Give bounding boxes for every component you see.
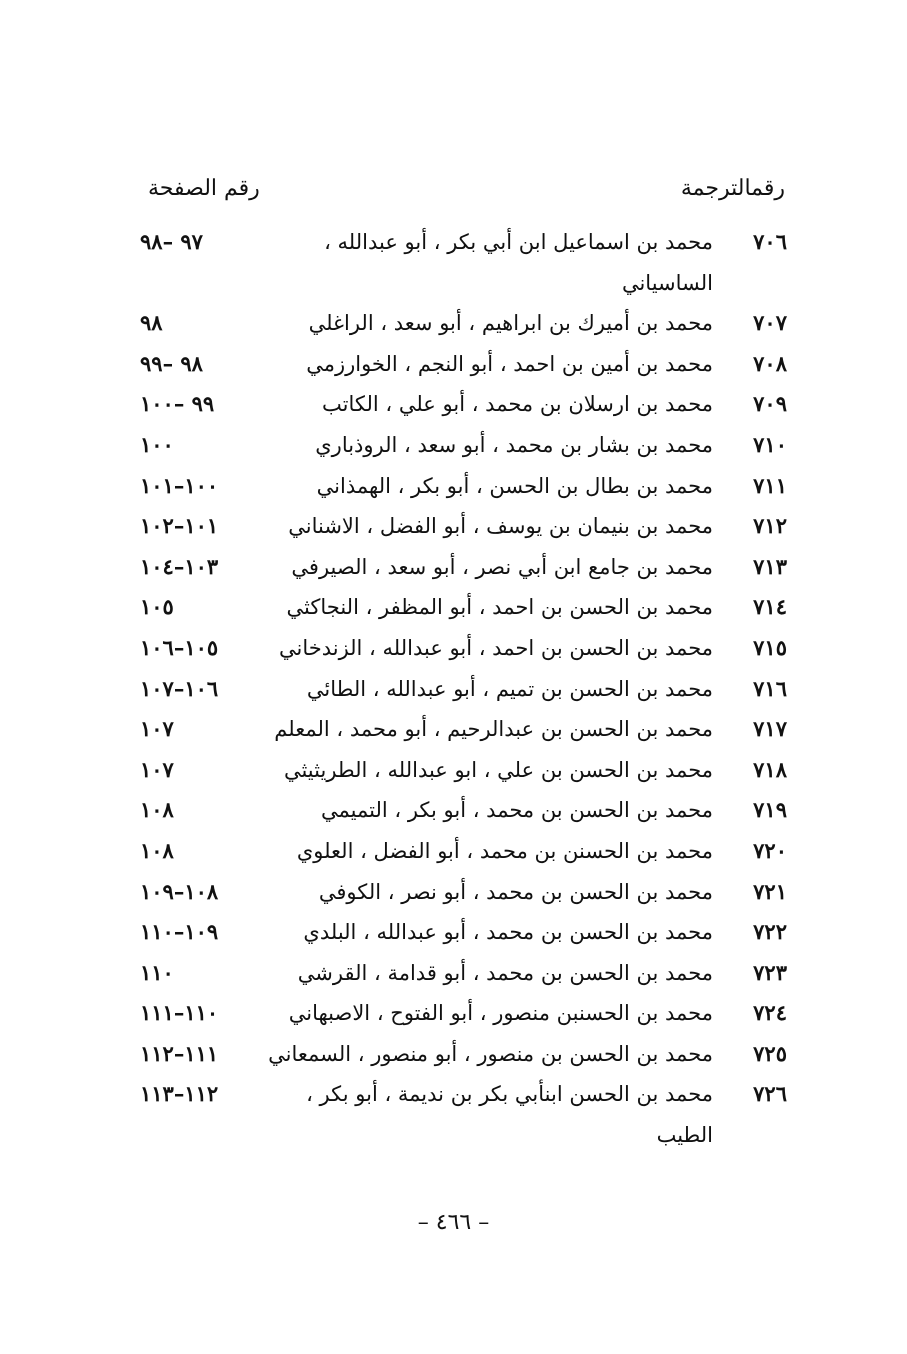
entry-page-range: ١٠١–١٠٢ [140,513,219,539]
entry-number: ٧١٩ [753,797,787,823]
entry-page-range: ١١٠–١١١ [140,1000,219,1026]
entry-number: ٧٢٢ [753,919,787,945]
entry-page-range: ١٠٥ [140,594,174,620]
entry-page-range: ١١١–١١٢ [140,1040,219,1066]
entry-number: ٧٢٣ [753,959,787,985]
entry-number: ٧١٧ [753,716,787,742]
entry-name: محمد بن بنيمان بن يوسف ، أبو الفضل ، الاشناني [288,514,713,539]
entry-name: محمد بن الحسن بن عبدالرحيم ، أبو محمد ، المعلم [274,717,713,742]
entry-row [140,547,787,588]
entry-row [140,831,787,872]
entry-row [140,222,787,263]
entry-name: محمد بن الحسن بن احمد ، أبو المظفر ، النجاكثي [286,595,713,620]
entry-number: ٧١٥ [753,634,787,660]
entry-row [140,384,787,425]
entry-page-range: ٩٨ [140,310,163,336]
entry-page-range: ١١٠ [140,959,174,985]
entry-row [140,1034,787,1075]
entry-name: محمد بن جامع ابن أبي نصر ، أبو سعد ، الصيرفي [291,554,713,579]
entry-name: محمد بن الحسن بن محمد ، أبو نصر ، الكوفي [318,879,713,904]
column-header [148,168,785,208]
entry-name: محمد بن الحسن بن محمد ، أبو بكر ، التميمي [321,798,713,823]
entry-row [140,628,787,669]
entry-name: محمد بن الحسنن بن محمد ، أبو الفضل ، العلوي [296,838,713,863]
entry-row [140,709,787,750]
entry-number: ٧٢٤ [753,1000,787,1026]
entry-page-range: ٩٨ –٩٩ [140,350,203,376]
entry-row [140,912,787,953]
entry-page-range: ١٠٠–١٠١ [140,472,219,498]
entry-number: ٧١١ [753,472,787,498]
entry-number: ٧٠٦ [753,229,787,254]
entry-page-range: ١٠٣–١٠٤ [140,553,219,579]
entry-name: محمد بن بشار بن محمد ، أبو سعد ، الروذباري [315,432,713,457]
entry-page-range: ١٠٧ [140,716,174,742]
entry-number: ٧٢١ [753,878,787,904]
entry-number: ٧١٢ [753,513,787,539]
entry-number: ٧٢٥ [753,1040,787,1066]
entry-page-range: ١٠٩–١١٠ [140,919,219,945]
entry-continuation-row [140,263,787,304]
entry-name: محمد بن الحسن بن منصور ، أبو منصور ، السمعاني [268,1041,713,1066]
entry-page-range: ١٠٦–١٠٧ [140,675,219,701]
entry-row [140,344,787,385]
page-number: – ٤٦٦ – [417,1210,490,1235]
entry-row [140,669,787,710]
entry-name: محمد بن اسماعيل ابن أبي بكر ، أبو عبدالله ، [324,230,713,254]
entry-page-range: ١٠٠ [140,431,174,457]
entry-name: محمد بن أميرك بن ابراهيم ، أبو سعد ، الراغلي [308,311,713,336]
entry-name: محمد بن الحسن بن محمد ، أبو عبدالله ، البلدي [303,920,713,945]
entry-row [140,790,787,831]
entry-number: ٧٠٩ [753,391,787,417]
entry-list [140,222,787,1156]
entry-number: ٧١٤ [753,594,787,620]
entry-number: ٧٢٠ [753,837,787,863]
entry-page-range: ١٠٧ [140,756,174,782]
entry-name: محمد بن أمين بن احمد ، أبو النجم ، الخوارزمي [306,351,713,376]
entry-name: محمد بن الحسن بن تميم ، أبو عبدالله ، الطائي [306,676,713,701]
entry-number-heading: رقمالترجمة [680,175,785,201]
entry-number: ٧١٨ [753,756,787,782]
entry-row [140,953,787,994]
entry-number: ٧١٦ [753,675,787,701]
entry-name-continuation: الساسياني [621,270,713,295]
entry-row [140,872,787,913]
entry-number: ٧٠٨ [753,350,787,376]
entry-row [140,750,787,791]
entry-page-range: ٩٧ –٩٨ [140,229,203,254]
entry-page-range: ١٠٨ [140,837,174,863]
entry-page-range: ١١٢–١١٣ [140,1081,219,1107]
entry-page-range: ١٠٨–١٠٩ [140,878,219,904]
entry-number: ٧١٣ [753,553,787,579]
entry-row [140,993,787,1034]
entry-name: محمد بن الحسن بن احمد ، أبو عبدالله ، الزندخاني [278,635,713,660]
entry-page-range: ٩٩ –١٠٠ [140,391,215,417]
entry-name: محمد بن الحسن بن علي ، ابو عبدالله ، الطريثيثي [283,757,713,782]
entry-name: محمد بن الحسن بن محمد ، أبو قدامة ، القرشي [297,960,713,985]
entry-name-continuation: الطيب [656,1123,713,1148]
entry-number: ٧٢٦ [753,1081,787,1107]
entry-row [140,587,787,628]
entry-row [140,1074,787,1115]
page-number-heading: رقم الصفحة [148,175,260,201]
entry-row [140,466,787,507]
entry-row [140,506,787,547]
entry-name: محمد بن الحسن ابنأبي بكر بن نديمة ، أبو بكر ، [306,1082,713,1107]
entry-continuation-row [140,1115,787,1156]
entry-name: محمد بن بطال بن الحسن ، أبو بكر ، الهمذاني [316,473,713,498]
entry-name: محمد بن ارسلان بن محمد ، أبو علي ، الكاتب [322,392,713,417]
entry-row [140,303,787,344]
entry-page-range: ١٠٨ [140,797,174,823]
page-footer [0,1210,907,1235]
entry-row [140,425,787,466]
entry-number: ٧١٠ [753,431,787,457]
entry-page-range: ١٠٥–١٠٦ [140,634,219,660]
entry-number: ٧٠٧ [753,310,787,336]
entry-name: محمد بن الحسنبن منصور ، أبو الفتوح ، الاصبهاني [288,1001,713,1026]
